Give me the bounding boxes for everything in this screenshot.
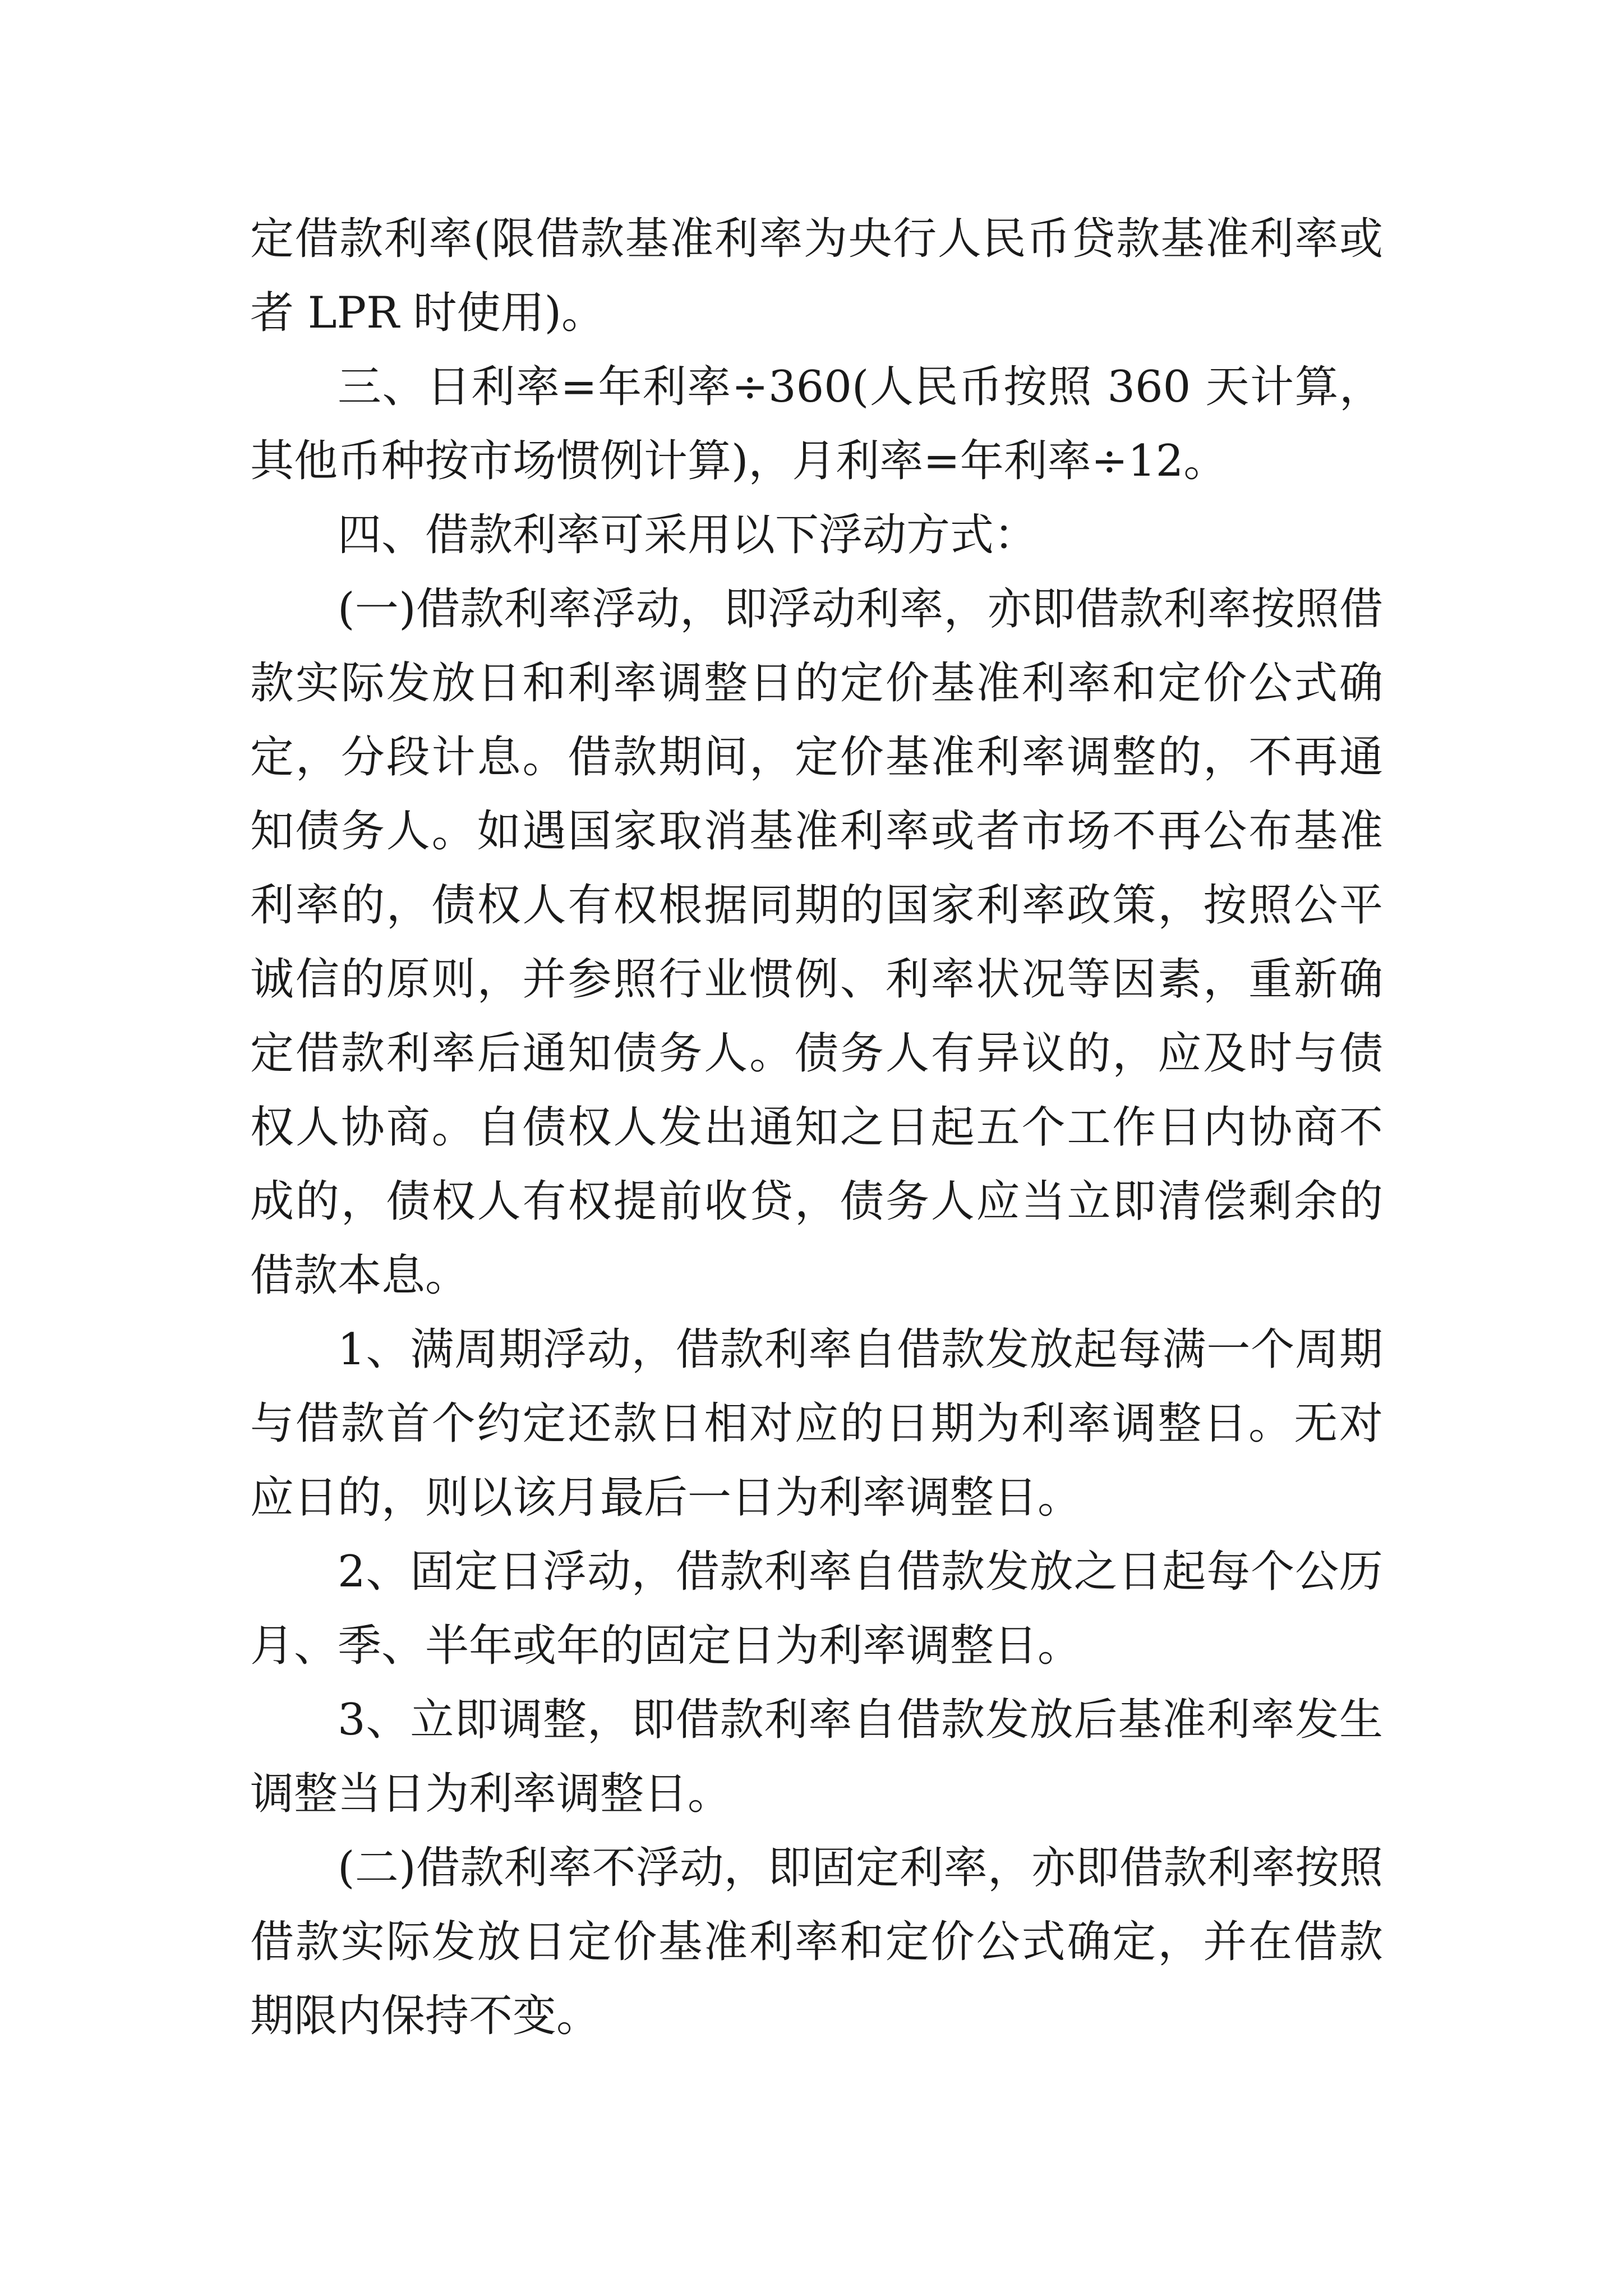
paragraph-fixed-date: 2、固定日浮动，借款利率自借款发放之日起每个公历月、季、半年或年的固定日为利率调整日。 xyxy=(250,1547,1383,1671)
paragraph-full-cycle: 1、满周期浮动，借款利率自借款发放起每满一个周期与借款首个约定还款日相对应的日期为利率调整日。无对应日的，则以该月最后一日为利率调整日。 xyxy=(250,1324,1383,1523)
paragraph-floating-methods: 四、借款利率可采用以下浮动方式： xyxy=(338,510,1038,560)
document-body xyxy=(250,202,1383,2053)
paragraph-floating-rate: (一)借款利率浮动，即浮动利率，亦即借款利率按照借款实际发放日和利率调整日的定价基准利率和定价公式确定，分段计息。借款期间，定价基准利率调整的，不再通知债务人。如遇国家取消基准利率或者市场不再公布基准利率的，债权人有权根据同期的国家利率政策，按照公平诚信的原则，并参照行业惯例、利率状况等因素，重新确定借款利率后通知债务人。债务人有异议的，应及时与债权人协商。自债权人发出通知之日起五个工作日内协商不成的，债权人有权提前收贷，债务人应当立即清偿剩余的借款本息。 xyxy=(250,584,1383,1301)
paragraph-continuation: 定借款利率(限借款基准利率为央行人民币贷款基准利率或者 LPR 时使用)。 xyxy=(250,214,1383,338)
paragraph-daily-rate: 三、日利率=年利率÷360(人民币按照 360 天计算，其他币种按市场惯例计算)，月利率=年利率÷12。 xyxy=(250,362,1383,486)
paragraph-immediate-adjust: 3、立即调整，即借款利率自借款发放后基准利率发生调整当日为利率调整日。 xyxy=(250,1695,1383,1819)
paragraph-fixed-rate: (二)借款利率不浮动，即固定利率，亦即借款利率按照借款实际发放日定价基准利率和定价公式确定，并在借款期限内保持不变。 xyxy=(250,1843,1383,2041)
